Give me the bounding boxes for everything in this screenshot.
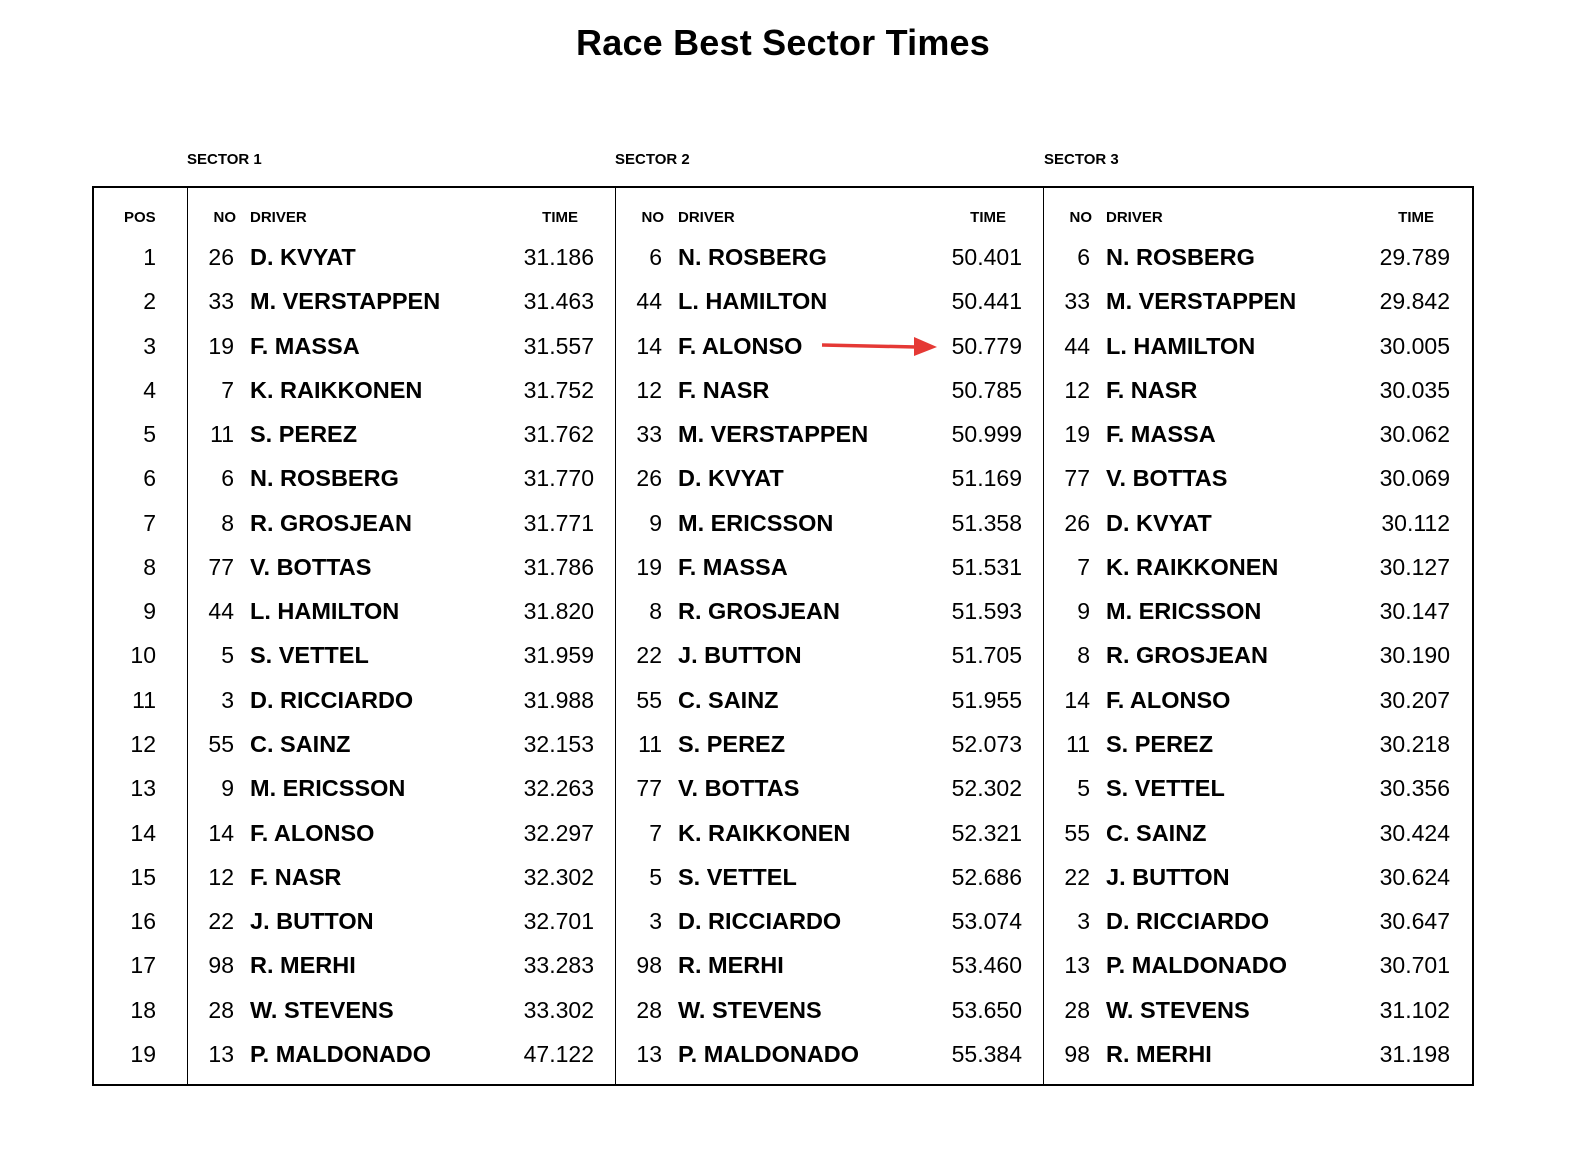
car-number-cell: 13: [636, 1040, 662, 1067]
table-row: [94, 545, 1472, 589]
time-cell: 30.147: [1379, 598, 1450, 625]
table-row: [94, 766, 1472, 810]
driver-cell: F. NASR: [250, 863, 342, 890]
time-cell: 51.531: [951, 553, 1022, 580]
driver-cell: M. VERSTAPPEN: [250, 288, 441, 315]
header-pos: POS: [124, 209, 156, 226]
car-number-cell: 6: [649, 244, 662, 270]
car-number-cell: 44: [1064, 332, 1090, 359]
pos-cell: 1: [143, 244, 156, 270]
car-number-cell: 11: [638, 730, 662, 757]
time-cell: 31.762: [523, 421, 594, 448]
pos-cell: 11: [132, 686, 156, 713]
driver-cell: S. PEREZ: [1106, 730, 1214, 757]
time-cell: 33.283: [523, 952, 594, 979]
driver-cell: J. BUTTON: [250, 908, 374, 935]
driver-cell: R. MERHI: [250, 952, 356, 979]
table-row: [94, 456, 1472, 500]
time-cell: 51.358: [951, 509, 1022, 536]
pos-cell: 4: [143, 376, 156, 403]
car-number-cell: 26: [208, 244, 234, 270]
table-row: [94, 279, 1472, 323]
time-cell: 32.263: [523, 775, 594, 802]
time-cell: 30.005: [1379, 332, 1450, 359]
driver-cell: F. MASSA: [250, 332, 360, 359]
driver-cell: J. BUTTON: [678, 642, 802, 669]
time-cell: 31.771: [523, 509, 594, 536]
time-cell: 30.062: [1379, 421, 1450, 448]
driver-cell: D. RICCIARDO: [1106, 908, 1270, 935]
car-number-cell: 22: [208, 908, 234, 935]
driver-cell: F. ALONSO: [1106, 686, 1231, 713]
driver-cell: R. GROSJEAN: [250, 509, 412, 536]
driver-cell: N. ROSBERG: [1106, 244, 1255, 270]
sector-times-table: [92, 186, 1474, 1086]
table-row: [94, 501, 1472, 545]
time-cell: 30.356: [1379, 775, 1450, 802]
time-cell: 30.701: [1379, 952, 1450, 979]
car-number-cell: 3: [649, 908, 662, 935]
car-number-cell: 7: [221, 376, 234, 403]
header-driver: DRIVER: [250, 209, 307, 226]
table-row: [94, 368, 1472, 412]
driver-cell: K. RAIKKONEN: [678, 819, 851, 846]
time-cell: 32.302: [523, 863, 594, 890]
driver-cell: V. BOTTAS: [678, 775, 800, 802]
car-number-cell: 7: [1077, 553, 1090, 580]
driver-cell: P. MALDONADO: [1106, 952, 1288, 979]
time-cell: 30.190: [1379, 642, 1450, 669]
car-number-cell: 11: [210, 421, 234, 448]
sector-2-label: SECTOR 2: [615, 151, 690, 168]
table-row: [94, 589, 1472, 633]
car-number-cell: 8: [221, 509, 234, 536]
car-number-cell: 44: [636, 288, 662, 315]
driver-cell: M. ERICSSON: [250, 775, 406, 802]
driver-cell: V. BOTTAS: [250, 553, 372, 580]
driver-cell: S. PEREZ: [678, 730, 786, 757]
table-row: [94, 412, 1472, 456]
time-cell: 30.647: [1379, 908, 1450, 935]
car-number-cell: 77: [1064, 465, 1090, 492]
time-cell: 51.169: [951, 465, 1022, 492]
car-number-cell: 11: [1066, 730, 1090, 757]
time-cell: 50.441: [951, 288, 1022, 315]
table-row: [94, 811, 1472, 855]
time-cell: 52.073: [951, 730, 1022, 757]
driver-cell: L. HAMILTON: [1106, 332, 1256, 359]
time-cell: 31.557: [523, 332, 594, 359]
car-number-cell: 98: [208, 952, 234, 979]
car-number-cell: 28: [1064, 996, 1090, 1023]
driver-cell: M. ERICSSON: [1106, 598, 1262, 625]
header-time: TIME: [1398, 209, 1434, 226]
driver-cell: D. RICCIARDO: [678, 908, 842, 935]
driver-cell: C. SAINZ: [250, 730, 351, 757]
car-number-cell: 5: [221, 642, 234, 669]
time-cell: 52.686: [951, 863, 1022, 890]
header-no: NO: [213, 209, 236, 226]
time-cell: 31.198: [1379, 1040, 1450, 1067]
time-cell: 30.624: [1379, 863, 1450, 890]
pos-cell: 12: [130, 730, 156, 757]
pos-cell: 6: [143, 465, 156, 492]
time-cell: 50.785: [951, 376, 1022, 403]
time-cell: 52.321: [951, 819, 1022, 846]
car-number-cell: 33: [1064, 288, 1090, 315]
time-cell: 51.955: [951, 686, 1022, 713]
car-number-cell: 98: [1064, 1040, 1090, 1067]
table-row: [94, 899, 1472, 943]
driver-cell: C. SAINZ: [1106, 819, 1207, 846]
driver-cell: K. RAIKKONEN: [1106, 553, 1279, 580]
pos-cell: 2: [143, 288, 156, 315]
time-cell: 29.789: [1379, 244, 1450, 270]
time-cell: 53.650: [951, 996, 1022, 1023]
driver-cell: N. ROSBERG: [678, 244, 827, 270]
car-number-cell: 55: [636, 686, 662, 713]
header-driver: DRIVER: [678, 209, 735, 226]
header-no: NO: [1069, 209, 1092, 226]
pos-cell: 14: [130, 819, 156, 846]
car-number-cell: 9: [221, 775, 234, 802]
time-cell: 32.297: [523, 819, 594, 846]
driver-cell: L. HAMILTON: [250, 598, 400, 625]
header-driver: DRIVER: [1106, 209, 1163, 226]
pos-cell: 17: [130, 952, 156, 979]
pos-cell: 8: [143, 553, 156, 580]
driver-cell: S. VETTEL: [1106, 775, 1225, 802]
car-number-cell: 9: [1077, 598, 1090, 625]
time-cell: 50.401: [951, 244, 1022, 270]
car-number-cell: 22: [1064, 863, 1090, 890]
car-number-cell: 5: [649, 863, 662, 890]
car-number-cell: 14: [1064, 686, 1090, 713]
driver-cell: F. NASR: [678, 376, 770, 403]
car-number-cell: 22: [636, 642, 662, 669]
pos-cell: 18: [130, 996, 156, 1023]
time-cell: 53.460: [951, 952, 1022, 979]
driver-cell: N. ROSBERG: [250, 465, 399, 492]
time-cell: 32.701: [523, 908, 594, 935]
pos-cell: 3: [143, 332, 156, 359]
driver-cell: D. KVYAT: [678, 465, 784, 492]
time-cell: 30.127: [1379, 553, 1450, 580]
car-number-cell: 8: [1077, 642, 1090, 669]
pos-cell: 19: [130, 1040, 156, 1067]
driver-cell: P. MALDONADO: [678, 1040, 860, 1067]
time-cell: 31.102: [1379, 996, 1450, 1023]
car-number-cell: 3: [1077, 908, 1090, 935]
driver-cell: S. VETTEL: [250, 642, 369, 669]
table-row: [94, 988, 1472, 1032]
driver-cell: F. ALONSO: [250, 819, 375, 846]
car-number-cell: 26: [636, 465, 662, 492]
driver-cell: D. KVYAT: [1106, 509, 1212, 536]
driver-cell: L. HAMILTON: [678, 288, 828, 315]
table-row: [94, 1032, 1472, 1076]
time-cell: 30.112: [1381, 509, 1450, 536]
car-number-cell: 19: [1064, 421, 1090, 448]
car-number-cell: 6: [221, 465, 234, 492]
driver-cell: S. VETTEL: [678, 863, 797, 890]
car-number-cell: 77: [636, 775, 662, 802]
time-cell: 31.786: [523, 553, 594, 580]
table-row: [94, 633, 1472, 677]
driver-cell: D. RICCIARDO: [250, 686, 414, 713]
time-cell: 47.122: [523, 1040, 594, 1067]
car-number-cell: 9: [649, 509, 662, 536]
pos-cell: 5: [143, 421, 156, 448]
car-number-cell: 12: [636, 376, 662, 403]
time-cell: 55.384: [951, 1040, 1022, 1067]
table-row: [94, 943, 1472, 987]
car-number-cell: 77: [208, 553, 234, 580]
pos-cell: 16: [130, 908, 156, 935]
car-number-cell: 13: [208, 1040, 234, 1067]
driver-cell: R. GROSJEAN: [678, 598, 840, 625]
driver-cell: F. ALONSO: [678, 332, 803, 359]
car-number-cell: 12: [1064, 376, 1090, 403]
header-time: TIME: [542, 209, 578, 226]
driver-cell: F. MASSA: [678, 553, 788, 580]
pos-cell: 13: [130, 775, 156, 802]
driver-cell: F. NASR: [1106, 376, 1198, 403]
time-cell: 51.593: [951, 598, 1022, 625]
time-cell: 31.988: [523, 686, 594, 713]
car-number-cell: 98: [636, 952, 662, 979]
time-cell: 32.153: [523, 730, 594, 757]
table-row: [94, 324, 1472, 368]
time-cell: 33.302: [523, 996, 594, 1023]
table-row: [94, 678, 1472, 722]
car-number-cell: 55: [208, 730, 234, 757]
time-cell: 31.752: [523, 376, 594, 403]
time-cell: 53.074: [951, 908, 1022, 935]
sector-3-label: SECTOR 3: [1044, 151, 1119, 168]
driver-cell: S. PEREZ: [250, 421, 358, 448]
pos-cell: 7: [143, 509, 156, 536]
car-number-cell: 12: [208, 863, 234, 890]
car-number-cell: 44: [208, 598, 234, 625]
time-cell: 31.186: [523, 244, 594, 270]
car-number-cell: 6: [1077, 244, 1090, 270]
car-number-cell: 14: [636, 332, 662, 359]
time-cell: 30.069: [1379, 465, 1450, 492]
car-number-cell: 13: [1064, 952, 1090, 979]
time-cell: 30.035: [1379, 376, 1450, 403]
time-cell: 30.218: [1379, 730, 1450, 757]
car-number-cell: 3: [221, 686, 234, 713]
header-time: TIME: [970, 209, 1006, 226]
pos-cell: 15: [130, 863, 156, 890]
pos-cell: 10: [130, 642, 156, 669]
driver-cell: W. STEVENS: [1106, 996, 1250, 1023]
time-cell: 30.207: [1379, 686, 1450, 713]
header-no: NO: [641, 209, 664, 226]
page-title: Race Best Sector Times: [576, 22, 990, 63]
driver-cell: M. VERSTAPPEN: [678, 421, 869, 448]
driver-cell: M. ERICSSON: [678, 509, 834, 536]
time-cell: 50.779: [951, 332, 1022, 359]
driver-cell: V. BOTTAS: [1106, 465, 1228, 492]
time-cell: 52.302: [951, 775, 1022, 802]
car-number-cell: 19: [636, 553, 662, 580]
driver-cell: P. MALDONADO: [250, 1040, 432, 1067]
car-number-cell: 26: [1064, 509, 1090, 536]
car-number-cell: 55: [1064, 819, 1090, 846]
driver-cell: W. STEVENS: [250, 996, 394, 1023]
driver-cell: M. VERSTAPPEN: [1106, 288, 1297, 315]
driver-cell: R. MERHI: [1106, 1040, 1212, 1067]
table-row: [94, 235, 1472, 279]
car-number-cell: 8: [649, 598, 662, 625]
car-number-cell: 5: [1077, 775, 1090, 802]
car-number-cell: 33: [208, 288, 234, 315]
red-arrow-annotation: [820, 334, 940, 360]
time-cell: 31.770: [523, 465, 594, 492]
time-cell: 30.424: [1379, 819, 1450, 846]
time-cell: 31.820: [523, 598, 594, 625]
driver-cell: F. MASSA: [1106, 421, 1216, 448]
car-number-cell: 19: [208, 332, 234, 359]
driver-cell: W. STEVENS: [678, 996, 822, 1023]
car-number-cell: 7: [649, 819, 662, 846]
table-row: [94, 722, 1472, 766]
driver-cell: K. RAIKKONEN: [250, 376, 423, 403]
car-number-cell: 28: [636, 996, 662, 1023]
pos-cell: 9: [143, 598, 156, 625]
table-row: [94, 855, 1472, 899]
sector-1-label: SECTOR 1: [187, 151, 262, 168]
driver-cell: R. GROSJEAN: [1106, 642, 1268, 669]
driver-cell: R. MERHI: [678, 952, 784, 979]
time-cell: 50.999: [951, 421, 1022, 448]
time-cell: 29.842: [1379, 288, 1450, 315]
driver-cell: D. KVYAT: [250, 244, 356, 270]
car-number-cell: 28: [208, 996, 234, 1023]
time-cell: 31.959: [523, 642, 594, 669]
driver-cell: J. BUTTON: [1106, 863, 1230, 890]
time-cell: 51.705: [951, 642, 1022, 669]
time-cell: 31.463: [523, 288, 594, 315]
car-number-cell: 33: [636, 421, 662, 448]
driver-cell: C. SAINZ: [678, 686, 779, 713]
car-number-cell: 14: [208, 819, 234, 846]
